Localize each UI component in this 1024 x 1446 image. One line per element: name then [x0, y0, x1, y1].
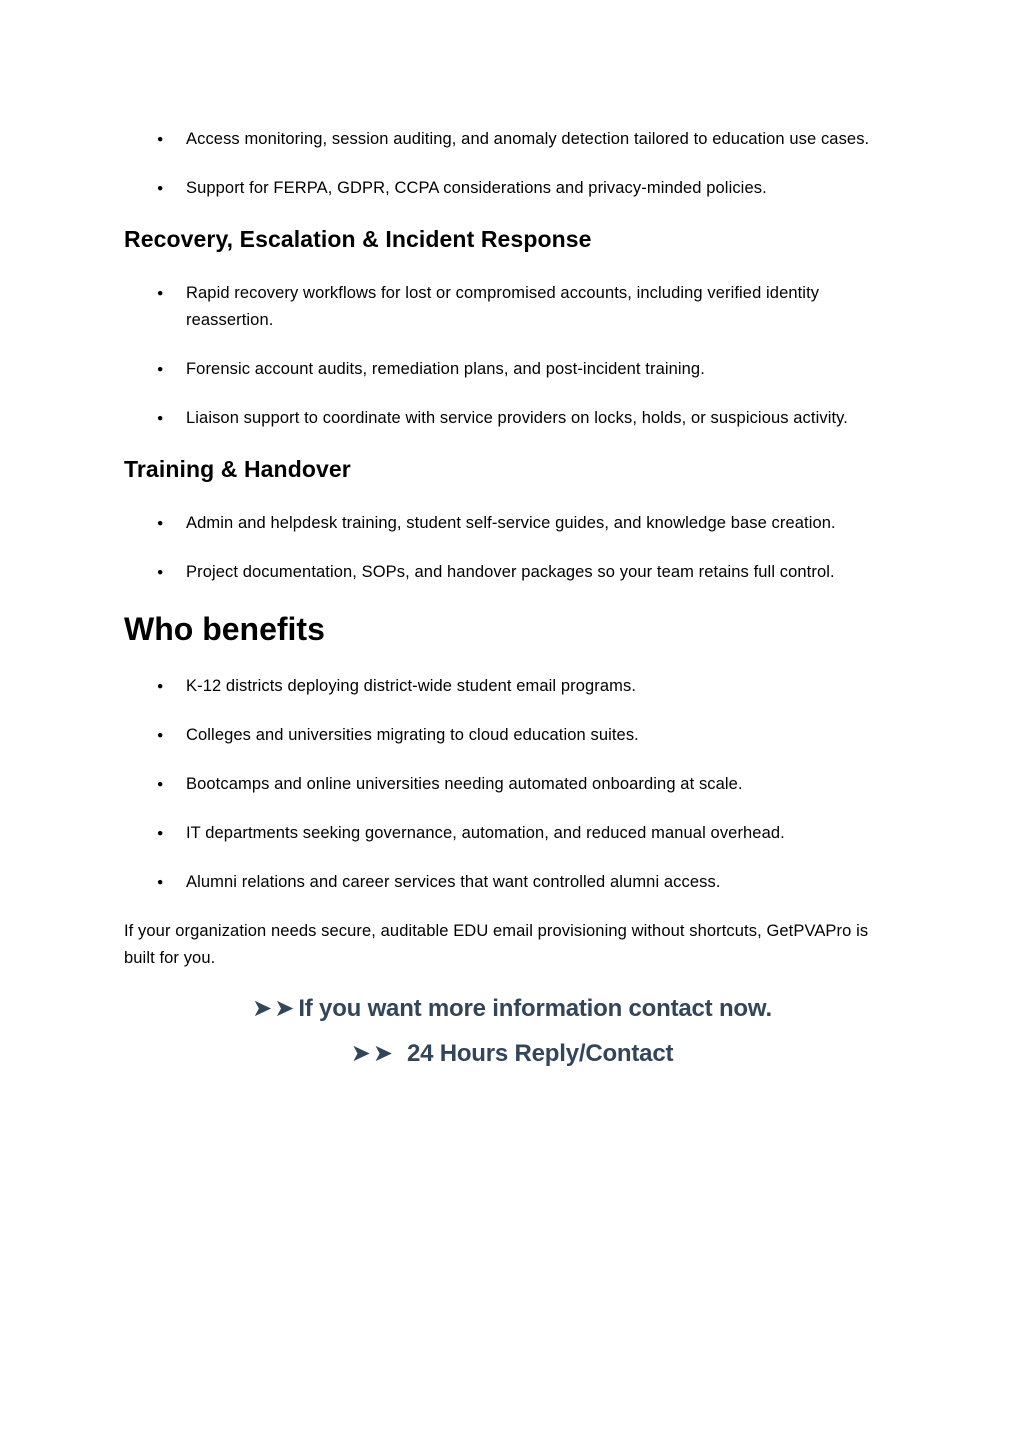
list-item: ● Access monitoring, session auditing, and anomaly detection tailored to education use cases. [186, 126, 900, 153]
list-item: ● Bootcamps and online universities needing automated onboarding at scale. [186, 771, 900, 798]
bullet-list [124, 510, 900, 586]
list-item: ● Forensic account audits, remediation plans, and post-incident training. [186, 356, 900, 383]
bullet-list [124, 126, 900, 202]
page-title: Who benefits [124, 611, 325, 647]
section-heading: Recovery, Escalation & Incident Response [124, 226, 592, 252]
cta-line [124, 986, 900, 1031]
list-item: ● Liaison support to coordinate with service providers on locks, holds, or suspicious activity. [186, 405, 900, 432]
section-heading: Training & Handover [124, 456, 351, 482]
list-item: ● Alumni relations and career services that want controlled alumni access. [186, 869, 900, 896]
list-item: ● Colleges and universities migrating to cloud education suites. [186, 722, 900, 749]
list-item: ● Project documentation, SOPs, and handover packages so your team retains full control. [186, 559, 900, 586]
bullet-list [124, 280, 900, 432]
document-body [124, 126, 900, 1076]
cta-line [124, 1031, 900, 1076]
cta-block [124, 986, 900, 1076]
cta-text: 24 Hours Reply/Contact [406, 1040, 674, 1067]
list-item: ● Support for FERPA, GDPR, CCPA considerations and privacy-minded policies. [186, 175, 900, 202]
list-item: ● Admin and helpdesk training, student self-service guides, and knowledge base creation. [186, 510, 900, 537]
list-item: ● Rapid recovery workflows for lost or compromised accounts, including verified identity reassertion. [186, 280, 900, 334]
bullet-list [124, 673, 900, 896]
double-arrow-icon: ➤➤ [252, 994, 297, 1022]
double-arrow-icon: ➤➤ [350, 1039, 395, 1067]
paragraph: If your organization needs secure, auditable EDU email provisioning without shortcuts, GetPVAPro is built for you. [124, 922, 869, 967]
cta-text: If you want more information contact now. [298, 995, 772, 1022]
list-item: ● K-12 districts deploying district-wide student email programs. [186, 673, 900, 700]
list-item: ● IT departments seeking governance, automation, and reduced manual overhead. [186, 820, 900, 847]
